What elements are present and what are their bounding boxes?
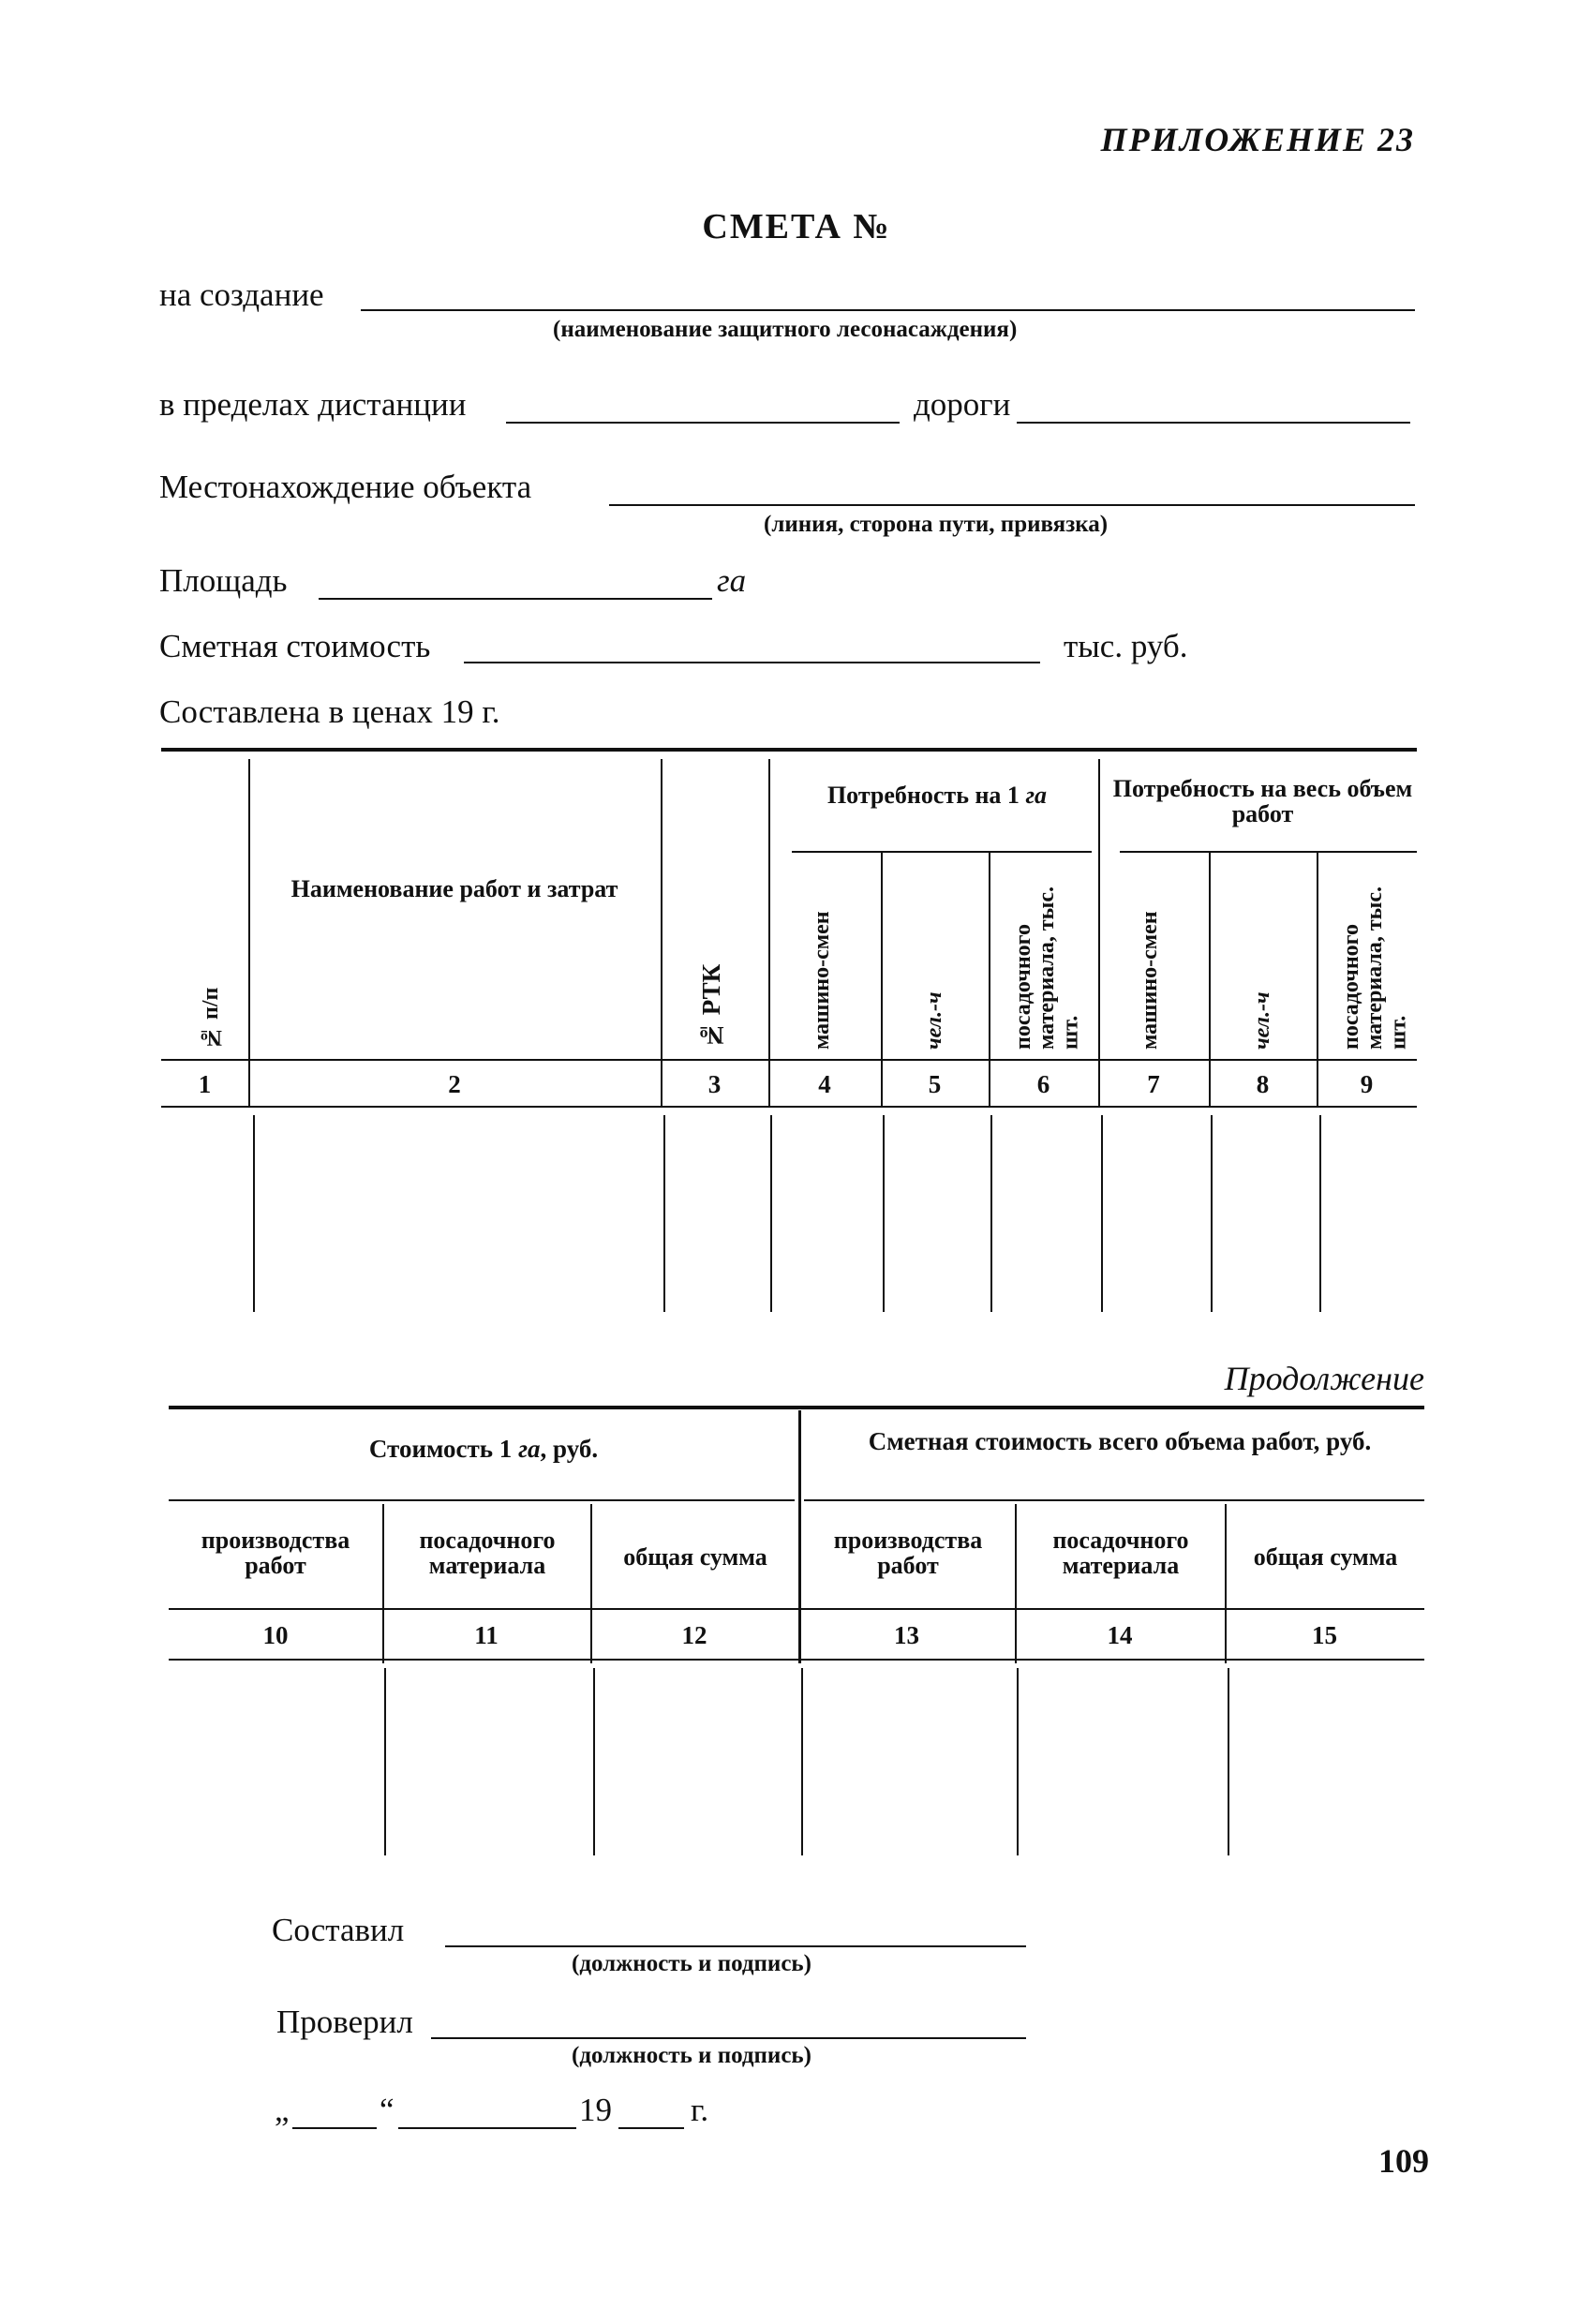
table2-body-vline	[384, 1668, 386, 1855]
table1-vline	[1317, 853, 1318, 1106]
group-cost-unit: га	[518, 1435, 541, 1463]
table1-vline	[661, 759, 663, 1106]
compiled-label: Составил	[272, 1912, 405, 1948]
date-quote-close: “	[380, 2092, 395, 2128]
sub-material-cost-2: посадочного материала	[1052, 1527, 1189, 1580]
location-caption: (линия, сторона пути, привязка)	[764, 512, 1109, 537]
col-number: 12	[681, 1621, 707, 1649]
sub-sum-2: общая сумма	[1253, 1543, 1398, 1571]
cost-label: Сметная стоимость	[159, 628, 431, 664]
table2-body-vline	[593, 1668, 595, 1855]
cost-field-line[interactable]	[464, 662, 1040, 663]
sub-man-hours-1: чел.-ч	[922, 991, 946, 1050]
sub-man-hours-2: чел.-ч	[1250, 991, 1274, 1050]
checked-label: Проверил	[276, 2004, 413, 2040]
checked-signature-line[interactable]	[431, 2037, 1026, 2039]
date-year-line[interactable]	[618, 2127, 684, 2129]
sub-sum-1: общая сумма	[623, 1543, 767, 1571]
table1-body-vline	[253, 1115, 255, 1312]
col-number: 5	[928, 1070, 942, 1098]
date-year-prefix: 19	[579, 2092, 612, 2128]
col-rtk-header: № РТК	[697, 963, 725, 1050]
group-cost-per-ha-header	[169, 1436, 798, 1462]
col-name-header: Наименование работ и затрат	[290, 875, 618, 902]
creation-label: на создание	[159, 276, 324, 313]
sub-material-cost-1: посадочного материала	[419, 1527, 556, 1580]
group-per-ha-prefix: Потребность на 1	[826, 782, 1020, 809]
compiled-caption: (должность и подпись)	[572, 1951, 811, 1976]
table2-body-vline	[1017, 1668, 1019, 1855]
group-total-cost-header: Сметная стоимость всего объема работ, руб.	[868, 1427, 1372, 1455]
area-field-line[interactable]	[319, 598, 712, 600]
sub-material-2: посадочного материала, тыс. шт.	[1339, 886, 1411, 1050]
col-number: 8	[1256, 1070, 1270, 1098]
group-total-header: Потребность на весь объем работ	[1112, 775, 1413, 828]
table1-body-vline	[1101, 1115, 1103, 1312]
group-per-ha-header	[782, 782, 1092, 808]
col-num-header: № п/п	[199, 987, 223, 1050]
date-suffix: г.	[691, 2092, 709, 2128]
table1-vline	[1209, 853, 1211, 1106]
col-number: 6	[1036, 1070, 1050, 1098]
table1-top-rule	[161, 748, 1417, 752]
creation-field-line[interactable]	[361, 309, 1415, 311]
col-number: 11	[474, 1621, 499, 1649]
table1-body-vline	[883, 1115, 885, 1312]
sub-machine-shifts-2: машино-смен	[1138, 911, 1162, 1050]
table1-vline	[989, 853, 990, 1106]
location-field-line[interactable]	[609, 504, 1415, 506]
table1-vline	[1098, 759, 1100, 1106]
col-number: 7	[1147, 1070, 1160, 1098]
table1-number-rule	[161, 1106, 1417, 1108]
table1-header-rule	[161, 1059, 1417, 1061]
group-per-ha-unit: га	[1025, 782, 1048, 809]
distance-label: в пределах дистанции	[159, 386, 467, 423]
table2-body-vline	[801, 1668, 803, 1855]
sub-production-1: производства работ	[201, 1527, 350, 1580]
table2-top-rule	[169, 1406, 1424, 1409]
table2-number-rule	[169, 1659, 1424, 1661]
distance-field-line[interactable]	[506, 422, 900, 424]
table1-body-vline	[990, 1115, 992, 1312]
col-number: 10	[262, 1621, 289, 1649]
group-cost-suffix: , руб.	[540, 1435, 599, 1463]
date-quote-open: „	[275, 2092, 290, 2128]
page-title: СМЕТА №	[702, 207, 891, 246]
table1-body-vline	[770, 1115, 772, 1312]
table1-vline	[881, 853, 883, 1106]
table1-body-vline	[1319, 1115, 1321, 1312]
table2-header-rule	[169, 1608, 1424, 1610]
sub-material-1: посадочного материала, тыс. шт.	[1011, 886, 1083, 1050]
table1-body-vline	[663, 1115, 665, 1312]
location-label: Местонахождение объекта	[159, 469, 532, 505]
appendix-label: ПРИЛОЖЕНИЕ 23	[1100, 121, 1415, 158]
creation-caption: (наименование защитного лесонасаждения)	[553, 317, 1018, 342]
table2-group-rule	[804, 1499, 1424, 1501]
table2-group-rule	[169, 1499, 795, 1501]
table1-vline	[248, 759, 250, 1106]
area-label: Площадь	[159, 562, 288, 599]
col-number: 15	[1312, 1621, 1337, 1649]
col-number: 3	[707, 1070, 722, 1098]
cost-unit: тыс. руб.	[1064, 628, 1188, 664]
date-day-line[interactable]	[292, 2127, 377, 2129]
prices-label: Составлена в ценах 19 г.	[159, 693, 500, 730]
sub-machine-shifts-1: машино-смен	[810, 911, 834, 1050]
col-number: 14	[1107, 1621, 1133, 1649]
compiled-signature-line[interactable]	[445, 1945, 1026, 1947]
road-label: дороги	[914, 386, 1011, 423]
group-cost-prefix: Стоимость 1	[368, 1435, 513, 1463]
checked-caption: (должность и подпись)	[572, 2043, 811, 2068]
table1-body-vline	[1211, 1115, 1213, 1312]
table1-group-rule	[792, 851, 1092, 853]
col-number: 13	[894, 1621, 919, 1649]
table1-group-rule	[1120, 851, 1417, 853]
sub-production-2: производства работ	[833, 1527, 983, 1580]
col-number: 2	[448, 1070, 461, 1098]
table1-vline	[768, 759, 770, 1106]
col-number: 1	[198, 1070, 212, 1098]
col-number: 9	[1360, 1070, 1374, 1098]
continuation-label: Продолжение	[1224, 1360, 1424, 1397]
table2-body-vline	[1228, 1668, 1229, 1855]
col-number: 4	[818, 1070, 831, 1098]
page-number: 109	[1378, 2142, 1429, 2180]
area-unit: га	[717, 562, 747, 599]
date-month-line[interactable]	[398, 2127, 576, 2129]
road-field-line[interactable]	[1017, 422, 1410, 424]
